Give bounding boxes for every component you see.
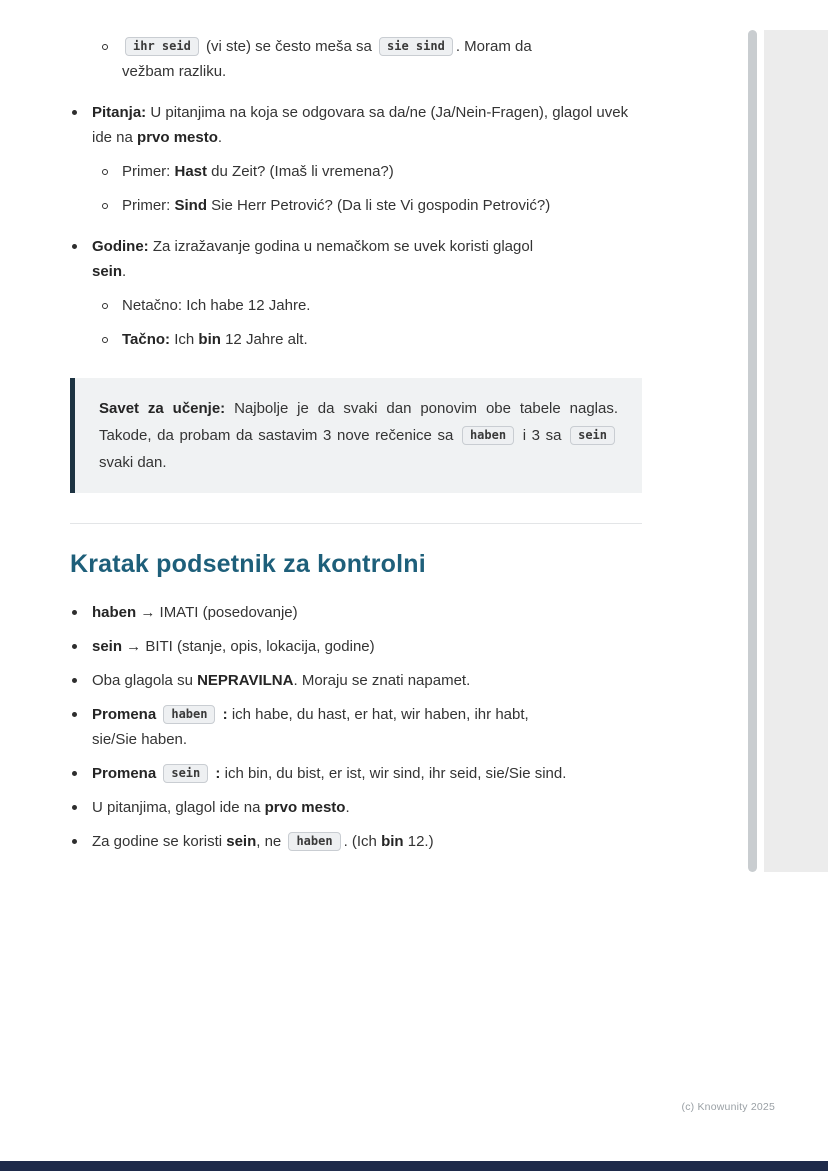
text-segment: sie/Sie haben. <box>92 731 188 748</box>
list-item-text <box>122 34 642 84</box>
section-divider <box>70 523 642 524</box>
list-item-text <box>92 702 642 752</box>
inline-code-chip: ihr seid <box>125 37 199 56</box>
text-segment: Tačno: <box>122 331 171 348</box>
list-item-text <box>122 327 642 352</box>
list-item-text <box>122 293 642 318</box>
section-heading: Kratak podsetnik za kontrolni <box>70 550 426 578</box>
bullet-circle-glyph <box>102 337 108 343</box>
list-item-text <box>92 761 642 786</box>
text-segment: Netačno: Ich habe 12 Jahre. <box>122 297 311 314</box>
text-segment: bin <box>198 331 221 348</box>
bullet-disc-glyph <box>72 805 77 810</box>
text-segment: , ne <box>256 833 286 850</box>
inline-code-chip: sie sind <box>379 37 453 56</box>
text-segment: svaki dan. <box>99 454 167 471</box>
list-item <box>100 159 642 184</box>
scrollbar-thumb[interactable] <box>748 30 757 872</box>
bullet-disc-glyph <box>72 244 77 249</box>
text-segment: Oba glagola su <box>92 672 198 689</box>
list-item <box>70 100 642 150</box>
list-item <box>70 795 642 820</box>
text-segment: U pitanjima na koja se odgovara sa da/ne (Ja/Nein-Fragen), glagol uvek ide na <box>92 104 629 146</box>
text-segment: . <box>217 129 223 146</box>
text-segment: prvo mesto <box>137 129 218 146</box>
text-segment: haben <box>92 604 137 621</box>
callout-text <box>99 395 618 476</box>
intro-list <box>70 34 642 352</box>
bottom-accent-bar <box>0 1161 828 1171</box>
list-item <box>70 829 642 854</box>
bullet-circle <box>100 34 122 84</box>
bullet-disc-glyph <box>72 610 77 615</box>
text-segment: prvo mesto <box>264 799 346 816</box>
text-segment: . <box>345 799 350 816</box>
list-item <box>100 193 642 218</box>
text-segment: Promena <box>92 765 161 782</box>
bullet-circle <box>100 159 122 184</box>
list-item-text <box>122 193 642 218</box>
bullet-circle <box>100 293 122 318</box>
summary-list <box>70 600 642 854</box>
text-segment: Za izražavanje godina u nemačkom se uvek koristi glagol <box>148 238 534 255</box>
list-item <box>70 234 642 284</box>
bullet-disc <box>70 234 92 284</box>
text-segment: Godine: <box>92 238 149 255</box>
bullet-disc-glyph <box>72 712 77 717</box>
bullet-circle <box>100 193 122 218</box>
bullet-disc <box>70 634 92 659</box>
text-segment: 12 Jahre alt. <box>220 331 308 348</box>
list-item-text <box>92 600 642 625</box>
text-segment: vežbam razliku. <box>122 63 227 80</box>
bullet-disc <box>70 829 92 854</box>
list-item-text <box>92 634 642 659</box>
bullet-disc <box>70 702 92 752</box>
inline-code-chip: sein <box>163 764 208 783</box>
note-content <box>70 34 642 854</box>
text-segment: Ich <box>170 331 199 348</box>
text-segment: → BITI (stanje, opis, lokacija, godine) <box>122 638 375 655</box>
list-item <box>100 34 642 84</box>
text-segment: ich bin, du bist, er ist, wir sind, ihr seid, sie/Sie sind. <box>220 765 567 782</box>
list-item <box>70 761 642 786</box>
bullet-disc-glyph <box>72 678 77 683</box>
text-segment: . Moraju se znati napamet. <box>293 672 471 689</box>
text-segment: bin <box>381 833 404 850</box>
bullet-disc <box>70 100 92 150</box>
list-item <box>100 327 642 352</box>
list-item-text <box>92 829 642 854</box>
bullet-disc-glyph <box>72 644 77 649</box>
text-segment: Sie Herr Petrović? (Da li ste Vi gospodin Petrović?) <box>207 197 551 214</box>
bullet-disc-glyph <box>72 771 77 776</box>
list-item-text <box>92 668 642 693</box>
text-segment: sein <box>92 638 123 655</box>
text-segment: 12.) <box>403 833 434 850</box>
text-segment: ich habe, du hast, er hat, wir haben, ihr habt, <box>227 706 529 723</box>
inline-code-chip: sein <box>570 426 615 445</box>
text-segment: Sind <box>174 197 207 214</box>
list-item-text <box>122 159 642 184</box>
bullet-circle-glyph <box>102 303 108 309</box>
text-segment: . <box>122 263 127 280</box>
text-segment: (vi ste) se često meša sa <box>201 38 377 55</box>
bullet-disc-glyph <box>72 110 77 115</box>
text-segment: NEPRAVILNA <box>197 672 294 689</box>
list-item-text <box>92 100 642 150</box>
footer-copyright: (c) Knowunity 2025 <box>681 1101 775 1113</box>
bullet-circle-glyph <box>102 169 108 175</box>
text-segment: Primer: <box>122 197 175 214</box>
text-segment: sein <box>92 263 123 280</box>
text-segment: Promena <box>92 706 161 723</box>
text-segment: Pitanja: <box>92 104 147 121</box>
text-segment: → IMATI (posedovanje) <box>136 604 298 621</box>
text-segment: U pitanjima, glagol ide na <box>92 799 265 816</box>
text-segment: Najbolje je da svaki dan ponovim obe tabele naglas. Takode, da probam da sastavim 3 nove rečenice sa <box>99 400 619 444</box>
study-tip-callout <box>70 378 642 493</box>
bullet-circle-glyph <box>102 203 108 209</box>
text-segment: . Moram da <box>455 38 532 55</box>
inline-code-chip: haben <box>462 426 514 445</box>
text-segment: sein <box>226 833 257 850</box>
list-item <box>100 293 642 318</box>
text-segment: . (Ich <box>343 833 382 850</box>
list-item <box>70 634 642 659</box>
text-segment: : <box>218 706 228 723</box>
bullet-disc-glyph <box>72 839 77 844</box>
bullet-disc <box>70 600 92 625</box>
inline-code-chip: haben <box>163 705 215 724</box>
text-segment: : <box>211 765 221 782</box>
text-segment: Savet za učenje: <box>99 400 226 417</box>
inline-code-chip: haben <box>288 832 340 851</box>
bullet-disc <box>70 668 92 693</box>
text-segment: i 3 sa <box>517 427 568 444</box>
list-item-text <box>92 795 642 820</box>
list-item <box>70 702 642 752</box>
bullet-circle <box>100 327 122 352</box>
text-segment: Primer: <box>122 163 175 180</box>
list-item <box>70 600 642 625</box>
scrollbar-track <box>764 30 828 872</box>
bullet-disc <box>70 795 92 820</box>
text-segment: Za godine se koristi <box>92 833 227 850</box>
list-item-text <box>92 234 642 284</box>
list-item <box>70 668 642 693</box>
text-segment: du Zeit? (Imaš li vremena?) <box>207 163 394 180</box>
bullet-circle-glyph <box>102 44 108 50</box>
bullet-disc <box>70 761 92 786</box>
text-segment: Hast <box>174 163 208 180</box>
